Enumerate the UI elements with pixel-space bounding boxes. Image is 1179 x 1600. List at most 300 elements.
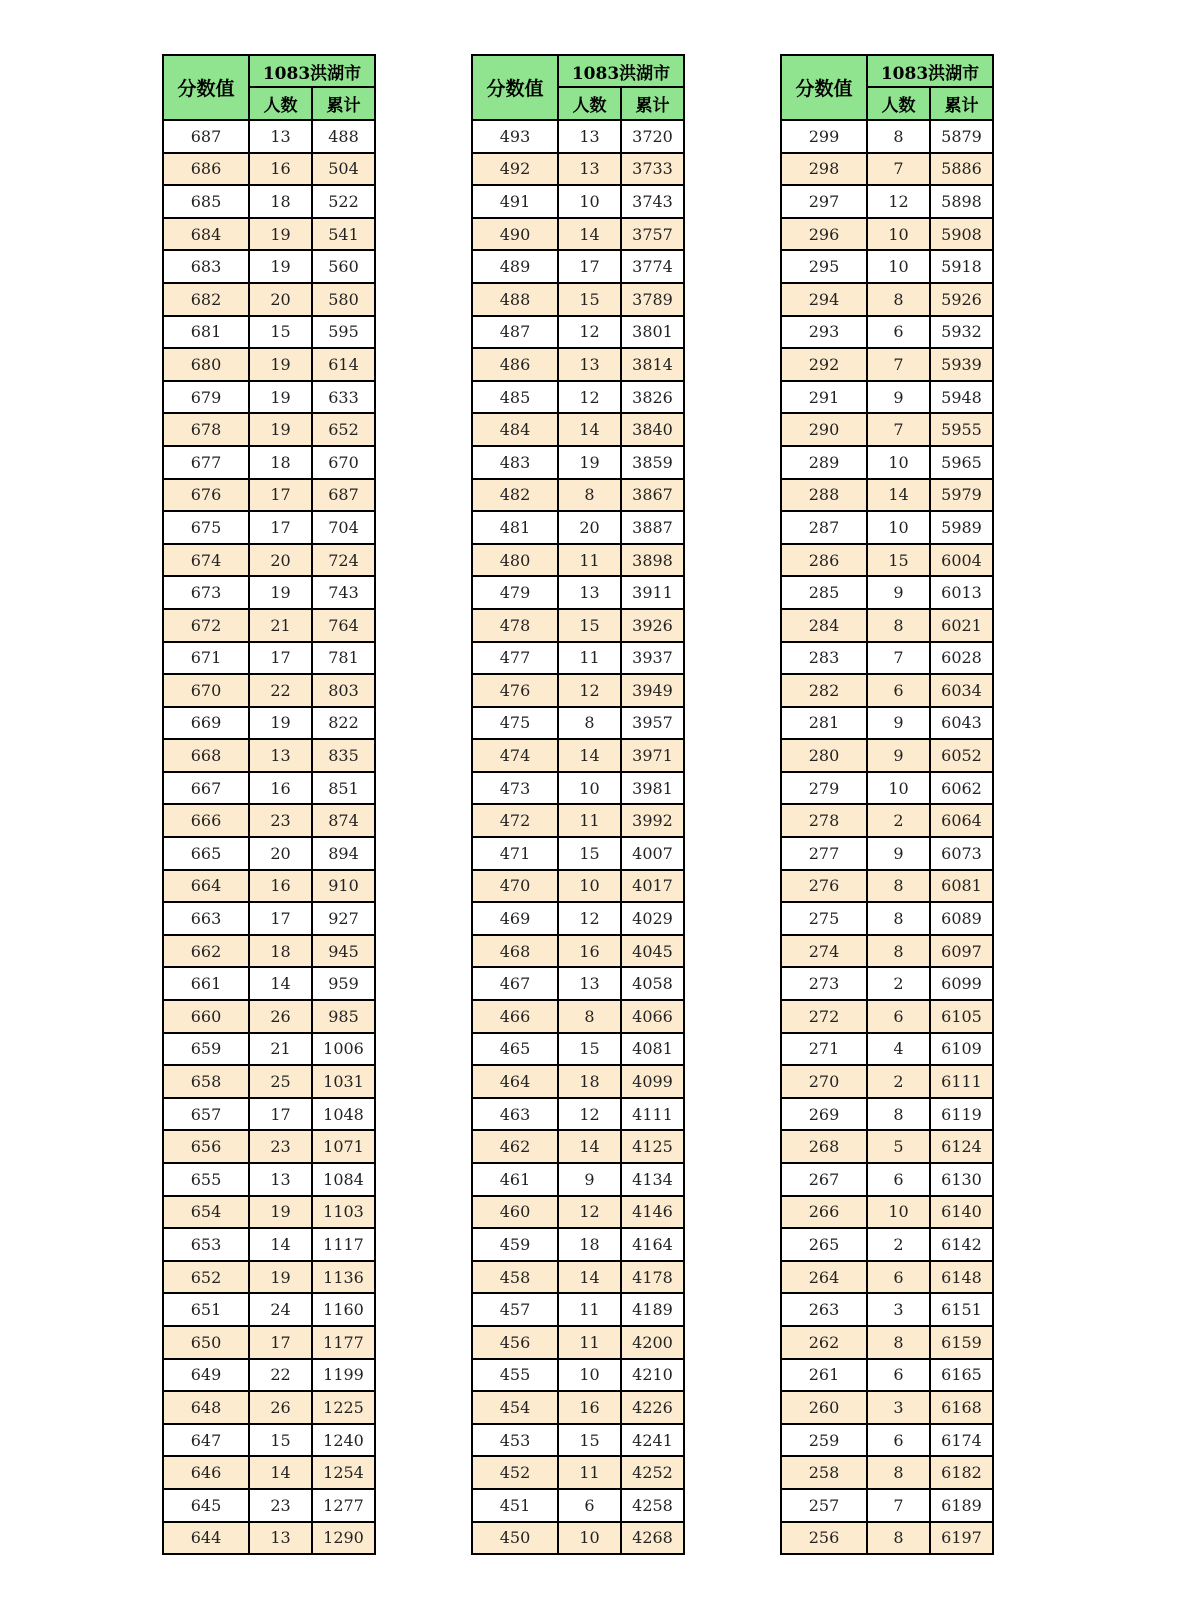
count-cell: 13: [558, 120, 621, 153]
cumulative-cell: 5926: [930, 283, 993, 316]
score-cell: 282: [781, 674, 867, 707]
cumulative-cell: 6034: [930, 674, 993, 707]
count-cell: 10: [867, 218, 930, 251]
cumulative-cell: 6109: [930, 1033, 993, 1066]
count-cell: 22: [249, 1359, 312, 1392]
score-cell: 259: [781, 1424, 867, 1457]
cumulative-cell: 3937: [621, 642, 684, 675]
cumulative-cell: 687: [312, 479, 375, 512]
cumulative-cell: 704: [312, 511, 375, 544]
count-cell: 12: [558, 902, 621, 935]
table-row: [472, 935, 684, 968]
score-cell: 258: [781, 1456, 867, 1489]
score-cell: 654: [163, 1196, 249, 1229]
score-cell: 452: [472, 1456, 558, 1489]
cumulative-cell: 5955: [930, 413, 993, 446]
table-row: [472, 381, 684, 414]
table-row: [163, 1000, 375, 1033]
count-cell: 10: [558, 772, 621, 805]
score-cell: 474: [472, 739, 558, 772]
table-row: [163, 479, 375, 512]
table-row: [163, 316, 375, 349]
score-cell: 660: [163, 1000, 249, 1033]
table-row: [472, 1359, 684, 1392]
count-cell: 11: [558, 1293, 621, 1326]
cumulative-cell: 1071: [312, 1130, 375, 1163]
count-cell: 8: [867, 1456, 930, 1489]
score-cell: 467: [472, 967, 558, 1000]
count-cell: 26: [249, 1391, 312, 1424]
table-row: [781, 1456, 993, 1489]
score-cell: 453: [472, 1424, 558, 1457]
cumulative-cell: 595: [312, 316, 375, 349]
count-cell: 16: [558, 935, 621, 968]
table-row: [472, 1326, 684, 1359]
count-cell: 17: [249, 511, 312, 544]
cumulative-cell: 652: [312, 413, 375, 446]
score-cell: 678: [163, 413, 249, 446]
table-row: [781, 609, 993, 642]
table-row: [781, 511, 993, 544]
table-row: [163, 674, 375, 707]
cumulative-cell: 1290: [312, 1522, 375, 1555]
table-row: [163, 1424, 375, 1457]
count-cell: 8: [867, 283, 930, 316]
cumulative-cell: 874: [312, 804, 375, 837]
table-row: [472, 902, 684, 935]
count-cell: 14: [558, 1130, 621, 1163]
score-cell: 480: [472, 544, 558, 577]
score-cell: 671: [163, 642, 249, 675]
score-cell: 294: [781, 283, 867, 316]
count-cell: 10: [558, 185, 621, 218]
score-cell: 289: [781, 446, 867, 479]
count-cell: 19: [249, 250, 312, 283]
count-cell: 19: [249, 348, 312, 381]
table-row: [781, 1033, 993, 1066]
cumulative-cell: 5932: [930, 316, 993, 349]
table-row: [781, 1489, 993, 1522]
count-cell: 17: [249, 1326, 312, 1359]
table-row: [163, 576, 375, 609]
table-row: [781, 381, 993, 414]
count-cell: 19: [558, 446, 621, 479]
score-cell: 291: [781, 381, 867, 414]
count-cell: 14: [249, 967, 312, 1000]
cumulative-cell: 488: [312, 120, 375, 153]
cumulative-cell: 4164: [621, 1228, 684, 1261]
cumulative-cell: 4111: [621, 1098, 684, 1131]
table-row: [472, 185, 684, 218]
score-header: 分数值: [472, 55, 558, 120]
count-cell: 8: [867, 1326, 930, 1359]
count-cell: 19: [249, 1261, 312, 1294]
cumulative-cell: 5898: [930, 185, 993, 218]
count-cell: 21: [249, 609, 312, 642]
count-cell: 15: [249, 1424, 312, 1457]
count-cell: 6: [867, 1359, 930, 1392]
cumulative-cell: 743: [312, 576, 375, 609]
table-row: [472, 609, 684, 642]
score-table-3: [780, 54, 994, 1555]
count-cell: 6: [558, 1489, 621, 1522]
cumulative-cell: 4178: [621, 1261, 684, 1294]
count-cell: 8: [867, 1098, 930, 1131]
score-cell: 672: [163, 609, 249, 642]
count-cell: 17: [249, 479, 312, 512]
score-cell: 683: [163, 250, 249, 283]
cumulative-cell: 6021: [930, 609, 993, 642]
count-cell: 14: [867, 479, 930, 512]
table-row: [163, 935, 375, 968]
score-table-2: [471, 54, 685, 1555]
count-cell: 18: [249, 185, 312, 218]
table-row: [781, 870, 993, 903]
cumulative-cell: 6168: [930, 1391, 993, 1424]
table-row: [472, 1033, 684, 1066]
score-cell: 296: [781, 218, 867, 251]
score-cell: 450: [472, 1522, 558, 1555]
table-row: [163, 446, 375, 479]
count-cell: 13: [558, 153, 621, 186]
score-cell: 292: [781, 348, 867, 381]
cumulative-cell: 1277: [312, 1489, 375, 1522]
table-row: [163, 413, 375, 446]
count-cell: 6: [867, 316, 930, 349]
table-body: [163, 120, 375, 1554]
table-row: [781, 348, 993, 381]
table-row: [163, 250, 375, 283]
cumulative-cell: 3949: [621, 674, 684, 707]
score-cell: 674: [163, 544, 249, 577]
cumulative-cell: 764: [312, 609, 375, 642]
table-row: [472, 1098, 684, 1131]
score-cell: 669: [163, 707, 249, 740]
table-row: [781, 1196, 993, 1229]
table-row: [472, 1489, 684, 1522]
cumulative-cell: 5989: [930, 511, 993, 544]
score-cell: 650: [163, 1326, 249, 1359]
score-cell: 286: [781, 544, 867, 577]
count-cell: 12: [558, 1098, 621, 1131]
cumulative-cell: 4017: [621, 870, 684, 903]
table-row: [781, 1130, 993, 1163]
count-cell: 19: [249, 413, 312, 446]
score-cell: 299: [781, 120, 867, 153]
count-cell: 19: [249, 707, 312, 740]
cumulative-cell: 3743: [621, 185, 684, 218]
score-cell: 668: [163, 739, 249, 772]
count-cell: 15: [558, 609, 621, 642]
cumulative-cell: 4125: [621, 1130, 684, 1163]
table-row: [472, 674, 684, 707]
count-cell: 15: [558, 1033, 621, 1066]
count-header: 人数: [558, 87, 621, 120]
cumulative-cell: 6174: [930, 1424, 993, 1457]
count-cell: 7: [867, 413, 930, 446]
table-row: [163, 1196, 375, 1229]
score-cell: 670: [163, 674, 249, 707]
score-cell: 455: [472, 1359, 558, 1392]
cumulative-cell: 910: [312, 870, 375, 903]
score-cell: 647: [163, 1424, 249, 1457]
table-row: [781, 120, 993, 153]
score-cell: 677: [163, 446, 249, 479]
count-cell: 2: [867, 804, 930, 837]
table-row: [163, 739, 375, 772]
score-cell: 276: [781, 870, 867, 903]
count-cell: 18: [249, 446, 312, 479]
cumulative-cell: 4258: [621, 1489, 684, 1522]
table-row: [781, 772, 993, 805]
score-cell: 278: [781, 804, 867, 837]
score-cell: 684: [163, 218, 249, 251]
cumulative-cell: 6097: [930, 935, 993, 968]
score-cell: 652: [163, 1261, 249, 1294]
score-cell: 680: [163, 348, 249, 381]
table-row: [472, 1261, 684, 1294]
score-cell: 644: [163, 1522, 249, 1555]
cumulative-cell: 724: [312, 544, 375, 577]
cumulative-cell: 6151: [930, 1293, 993, 1326]
cumulative-cell: 4029: [621, 902, 684, 935]
cumulative-cell: 522: [312, 185, 375, 218]
score-cell: 457: [472, 1293, 558, 1326]
count-cell: 6: [867, 674, 930, 707]
table-row: [163, 804, 375, 837]
table-row: [472, 967, 684, 1000]
cumulative-cell: 1199: [312, 1359, 375, 1392]
count-cell: 16: [249, 870, 312, 903]
table-row: [472, 707, 684, 740]
cumulative-cell: 3981: [621, 772, 684, 805]
table-row: [163, 283, 375, 316]
count-cell: 22: [249, 674, 312, 707]
cumulative-cell: 580: [312, 283, 375, 316]
count-cell: 23: [249, 1130, 312, 1163]
count-cell: 20: [558, 511, 621, 544]
cumulative-cell: 4058: [621, 967, 684, 1000]
score-cell: 288: [781, 479, 867, 512]
score-cell: 483: [472, 446, 558, 479]
count-cell: 15: [558, 837, 621, 870]
cumulative-cell: 5908: [930, 218, 993, 251]
table-row: [472, 218, 684, 251]
count-cell: 18: [558, 1228, 621, 1261]
count-cell: 3: [867, 1293, 930, 1326]
score-cell: 465: [472, 1033, 558, 1066]
score-cell: 295: [781, 250, 867, 283]
count-cell: 23: [249, 804, 312, 837]
table-row: [472, 1456, 684, 1489]
table-row: [781, 642, 993, 675]
cumulative-cell: 985: [312, 1000, 375, 1033]
cumulative-cell: 6105: [930, 1000, 993, 1033]
table-row: [163, 967, 375, 1000]
count-cell: 6: [867, 1424, 930, 1457]
region-header: 1083洪湖市: [249, 55, 375, 87]
count-cell: 18: [558, 1065, 621, 1098]
count-cell: 3: [867, 1391, 930, 1424]
table-row: [781, 804, 993, 837]
count-cell: 12: [558, 1196, 621, 1229]
score-cell: 469: [472, 902, 558, 935]
score-cell: 264: [781, 1261, 867, 1294]
cumulative-cell: 1177: [312, 1326, 375, 1359]
score-header: 分数值: [163, 55, 249, 120]
cumulative-cell: 1103: [312, 1196, 375, 1229]
count-cell: 15: [867, 544, 930, 577]
table-row: [781, 902, 993, 935]
count-cell: 11: [558, 1326, 621, 1359]
cumulative-cell: 6099: [930, 967, 993, 1000]
table-row: [163, 1489, 375, 1522]
cumulative-cell: 822: [312, 707, 375, 740]
score-cell: 491: [472, 185, 558, 218]
table-row: [472, 348, 684, 381]
count-cell: 13: [249, 739, 312, 772]
count-cell: 10: [867, 772, 930, 805]
table-row: [781, 1326, 993, 1359]
cumulative-cell: 3840: [621, 413, 684, 446]
cumulative-cell: 6062: [930, 772, 993, 805]
cumulative-cell: 6124: [930, 1130, 993, 1163]
cumulative-cell: 6182: [930, 1456, 993, 1489]
cumulative-cell: 3971: [621, 739, 684, 772]
score-cell: 681: [163, 316, 249, 349]
count-cell: 12: [867, 185, 930, 218]
count-cell: 14: [249, 1228, 312, 1261]
score-cell: 472: [472, 804, 558, 837]
count-header: 人数: [867, 87, 930, 120]
count-cell: 12: [558, 674, 621, 707]
cumulative-cell: 3826: [621, 381, 684, 414]
cumulative-cell: 3733: [621, 153, 684, 186]
cumulative-header: 累计: [621, 87, 684, 120]
cumulative-cell: 1160: [312, 1293, 375, 1326]
cumulative-cell: 1031: [312, 1065, 375, 1098]
score-cell: 687: [163, 120, 249, 153]
count-cell: 11: [558, 1456, 621, 1489]
score-cell: 476: [472, 674, 558, 707]
score-cell: 676: [163, 479, 249, 512]
score-cell: 675: [163, 511, 249, 544]
cumulative-cell: 6028: [930, 642, 993, 675]
count-cell: 2: [867, 1228, 930, 1261]
table-row: [781, 1098, 993, 1131]
cumulative-cell: 5965: [930, 446, 993, 479]
cumulative-cell: 4007: [621, 837, 684, 870]
cumulative-cell: 4045: [621, 935, 684, 968]
score-cell: 279: [781, 772, 867, 805]
table-row: [781, 218, 993, 251]
cumulative-cell: 3867: [621, 479, 684, 512]
score-cell: 458: [472, 1261, 558, 1294]
score-cell: 285: [781, 576, 867, 609]
table-row: [472, 1522, 684, 1555]
count-cell: 10: [867, 446, 930, 479]
table-row: [781, 446, 993, 479]
table-row: [781, 1391, 993, 1424]
score-cell: 655: [163, 1163, 249, 1196]
count-cell: 23: [249, 1489, 312, 1522]
score-cell: 648: [163, 1391, 249, 1424]
score-header: 分数值: [781, 55, 867, 120]
score-cell: 257: [781, 1489, 867, 1522]
cumulative-cell: 6052: [930, 739, 993, 772]
score-cell: 462: [472, 1130, 558, 1163]
score-cell: 661: [163, 967, 249, 1000]
cumulative-cell: 3898: [621, 544, 684, 577]
count-cell: 20: [249, 283, 312, 316]
cumulative-header: 累计: [312, 87, 375, 120]
count-cell: 2: [867, 967, 930, 1000]
score-cell: 685: [163, 185, 249, 218]
score-cell: 488: [472, 283, 558, 316]
table-row: [781, 1359, 993, 1392]
table-row: [163, 544, 375, 577]
cumulative-cell: 6089: [930, 902, 993, 935]
table-row: [163, 1130, 375, 1163]
cumulative-cell: 1225: [312, 1391, 375, 1424]
count-cell: 20: [249, 837, 312, 870]
table-row: [472, 544, 684, 577]
table-row: [163, 185, 375, 218]
score-cell: 260: [781, 1391, 867, 1424]
score-cell: 463: [472, 1098, 558, 1131]
count-cell: 7: [867, 1489, 930, 1522]
table-row: [472, 1000, 684, 1033]
count-cell: 24: [249, 1293, 312, 1326]
score-cell: 656: [163, 1130, 249, 1163]
table-row: [781, 544, 993, 577]
cumulative-cell: 803: [312, 674, 375, 707]
count-cell: 15: [558, 1424, 621, 1457]
table-row: [472, 120, 684, 153]
score-cell: 659: [163, 1033, 249, 1066]
count-cell: 8: [867, 870, 930, 903]
score-cell: 646: [163, 1456, 249, 1489]
count-cell: 16: [558, 1391, 621, 1424]
cumulative-cell: 3957: [621, 707, 684, 740]
table-row: [781, 1000, 993, 1033]
cumulative-cell: 3757: [621, 218, 684, 251]
table-row: [472, 1130, 684, 1163]
table-row: [163, 218, 375, 251]
count-cell: 9: [558, 1163, 621, 1196]
table-body: [781, 120, 993, 1554]
score-cell: 481: [472, 511, 558, 544]
score-cell: 663: [163, 902, 249, 935]
cumulative-cell: 5886: [930, 153, 993, 186]
score-cell: 287: [781, 511, 867, 544]
count-cell: 16: [249, 153, 312, 186]
cumulative-cell: 894: [312, 837, 375, 870]
cumulative-cell: 6064: [930, 804, 993, 837]
cumulative-cell: 851: [312, 772, 375, 805]
score-cell: 473: [472, 772, 558, 805]
count-cell: 13: [249, 1163, 312, 1196]
table-row: [781, 1424, 993, 1457]
count-cell: 6: [867, 1261, 930, 1294]
count-cell: 6: [867, 1163, 930, 1196]
count-cell: 18: [249, 935, 312, 968]
region-header: 1083洪湖市: [867, 55, 993, 87]
count-cell: 8: [867, 609, 930, 642]
cumulative-cell: 560: [312, 250, 375, 283]
count-cell: 17: [558, 250, 621, 283]
cumulative-cell: 1254: [312, 1456, 375, 1489]
